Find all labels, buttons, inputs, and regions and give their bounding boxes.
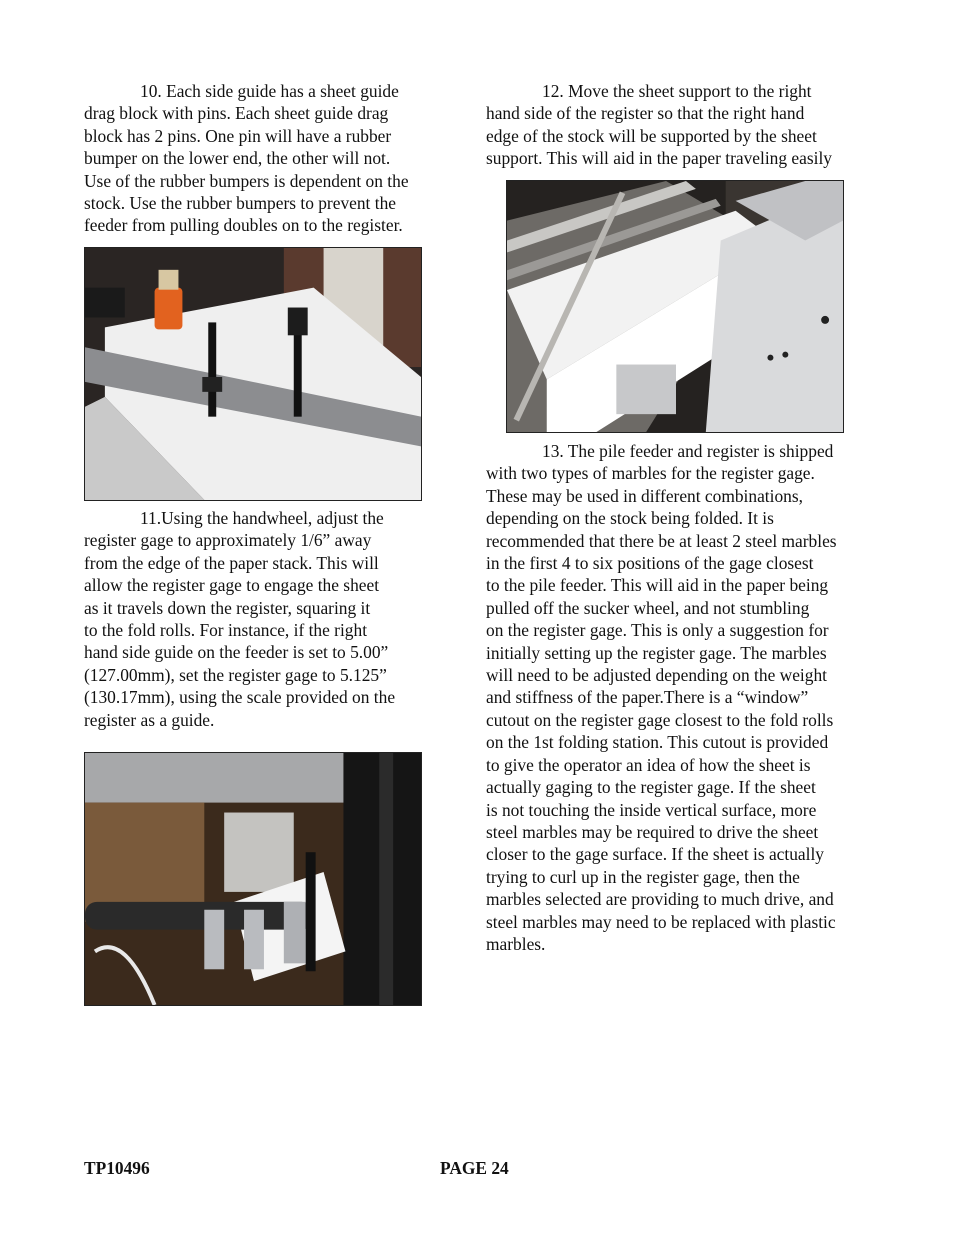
text-line: cutout on the register gage closest to the fold rolls xyxy=(486,709,834,730)
text-line: (130.17mm), using the scale provided on the xyxy=(84,687,396,708)
text-line: and stiffness of the paper.There is a “window” xyxy=(486,687,809,708)
text-line: marbles. xyxy=(486,933,546,954)
text-line: is not touching the inside vertical surface, more xyxy=(486,799,817,820)
text-line: recommended that there be at least 2 steel marbles xyxy=(486,530,837,551)
text-line: register as a guide. xyxy=(84,709,215,730)
text-line: with two types of marbles for the register gage. xyxy=(486,463,815,484)
document-id: TP10496 xyxy=(84,1158,150,1178)
text-line: 10. Each side guide has a sheet guide xyxy=(140,81,399,101)
text-line: 11.Using the handwheel, adjust the xyxy=(140,508,384,528)
text-line: Use of the rubber bumpers is dependent on the xyxy=(84,170,409,191)
text-line: These may be used in different combinations, xyxy=(486,485,803,506)
text-line: to the fold rolls. For instance, if the right xyxy=(84,620,368,641)
text-line: (127.00mm), set the register gage to 5.125” xyxy=(84,664,387,685)
sheet-support-photo xyxy=(506,180,844,433)
text-line: trying to curl up in the register gage, then the xyxy=(486,866,800,887)
text-line: pulled off the sucker wheel, and not stumbling xyxy=(486,597,810,618)
text-line: hand side guide on the feeder is set to 5.00” xyxy=(84,642,389,663)
side-guide-photo xyxy=(84,247,422,501)
step-11-text xyxy=(84,507,395,731)
register-gage-photo xyxy=(84,752,422,1006)
text-line: steel marbles may need to be replaced with plastic xyxy=(486,911,836,932)
text-line: to give the operator an idea of how the sheet is xyxy=(486,754,811,775)
text-line: actually gaging to the register gage. If the sheet xyxy=(486,777,816,798)
text-line: as it travels down the register, squaring it xyxy=(84,597,371,618)
text-line: block has 2 pins. One pin will have a rubber xyxy=(84,125,392,146)
text-line: to the pile feeder. This will aid in the paper being xyxy=(486,575,829,596)
text-line: register gage to approximately 1/6” away xyxy=(84,530,372,551)
text-line: steel marbles may be required to drive the sheet xyxy=(486,821,819,842)
text-line: closer to the gage surface. If the sheet is actually xyxy=(486,844,825,865)
text-line: edge of the stock will be supported by the sheet xyxy=(486,125,817,146)
text-line: marbles selected are providing to much drive, and xyxy=(486,889,834,910)
step-12-text xyxy=(486,80,832,170)
text-line: 12. Move the sheet support to the right xyxy=(542,81,812,101)
text-line: from the edge of the paper stack. This will xyxy=(84,552,379,573)
text-line: allow the register gage to engage the sheet xyxy=(84,575,380,596)
text-line: bumper on the lower end, the other will not. xyxy=(84,148,391,169)
text-line: on the register gage. This is only a suggestion for xyxy=(486,620,829,641)
text-line: on the 1st folding station. This cutout is provided xyxy=(486,732,829,753)
page-number: PAGE 24 xyxy=(440,1158,509,1178)
text-line: hand side of the register so that the right hand xyxy=(486,103,805,124)
text-line: 13. The pile feeder and register is shipped xyxy=(542,441,834,461)
text-line: support. This will aid in the paper traveling easily xyxy=(486,148,832,169)
text-line: initially setting up the register gage. The marbles xyxy=(486,642,827,663)
step-13-text xyxy=(486,440,837,955)
text-line: will need to be adjusted depending on the weight xyxy=(486,665,827,686)
text-line: stock. Use the rubber bumpers to prevent the xyxy=(84,193,396,214)
text-line: feeder from pulling doubles on to the register. xyxy=(84,215,403,236)
text-line: in the first 4 to six positions of the gage closest xyxy=(486,553,814,574)
text-line: drag block with pins. Each sheet guide drag xyxy=(84,103,389,124)
text-line: depending on the stock being folded. It is xyxy=(486,508,774,529)
step-10-text xyxy=(84,80,409,237)
